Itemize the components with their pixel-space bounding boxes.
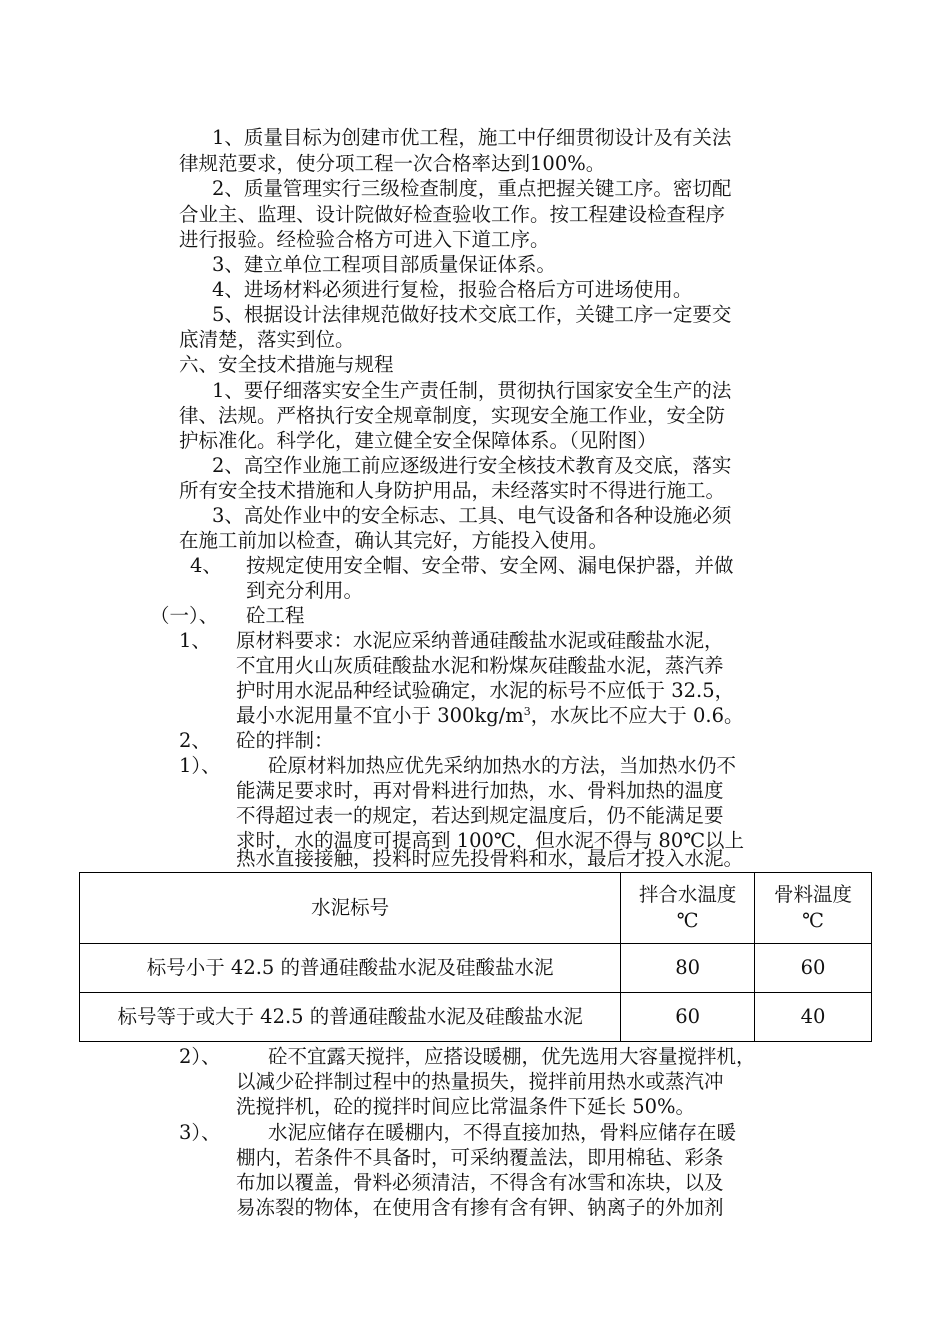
para-line: 以减少砼拌制过程中的热量损失，搅拌前用热水或蒸汽冲 [236, 1070, 724, 1093]
para-line: 3、建立单位工程项目部质量保证体系。 [212, 253, 556, 276]
list-number: 2）、 [179, 1045, 221, 1068]
para-line: 律规范要求，使分项工程一次合格率达到100%。 [179, 152, 606, 175]
para-line: 2、质量管理实行三级检查制度，重点把握关键工序。密切配 [212, 177, 732, 200]
para-line: 求时，水的温度可提高到 100℃，但水泥不得与 80℃以上 [236, 829, 745, 852]
table-row [80, 993, 872, 1042]
para-line: 不得超过表一的规定，若达到规定温度后，仍不能满足要 [236, 804, 724, 827]
para-line: 到充分利用。 [246, 579, 364, 602]
para-line: 按规定使用安全帽、安全带、安全网、漏电保护器，并做 [246, 554, 734, 577]
para-line: 所有安全技术措施和人身防护用品，未经落实时不得进行施工。 [179, 479, 726, 502]
para-line: 护标准化。科学化，建立健全安全保障体系。（见附图） [179, 429, 657, 452]
cell-aggregate-temp: 40 [755, 993, 872, 1042]
para-line: 热水直接接触，投料时应先投骨料和水，最后才投入水泥。 [236, 847, 744, 870]
list-number: 4、 [190, 554, 222, 577]
cell-cement-grade: 标号等于或大于 42.5 的普通硅酸盐水泥及硅酸盐水泥 [80, 993, 621, 1042]
para-line [236, 703, 744, 729]
header-text: 骨料温度 [774, 883, 853, 906]
para-line: 砼原材料加热应优先采纳加热水的方法，当加热水仍不 [268, 754, 737, 777]
para-line: 合业主、监理、设计院做好检查验收工作。按工程建设检查程序 [179, 203, 726, 226]
para-line: 洗搅拌机，砼的搅拌时间应比常温条件下延长 50%。 [236, 1095, 696, 1118]
para-line: 1、质量目标为创建市优工程，施工中仔细贯彻设计及有关法 [212, 126, 732, 149]
para-line: 易冻裂的物体，在使用含有掺有含有钾、钠离子的外加剂 [236, 1196, 724, 1219]
para-line: 护时用水泥品种经试验确定，水泥的标号不应低于 32.5， [236, 679, 735, 702]
list-number: 1）、 [179, 754, 221, 777]
para-text: 最小水泥用量不宜小于 300kg/m [236, 704, 524, 727]
para-line: 1、要仔细落实安全生产责任制，贯彻执行国家安全生产的法 [212, 379, 732, 402]
para-line: 4、进场材料必须进行复检，报验合格后方可进场使用。 [212, 278, 693, 301]
superscript: 3 [523, 705, 531, 718]
header-unit: ℃ [802, 909, 824, 932]
para-line: 底清楚，落实到位。 [179, 328, 355, 351]
para-line: 不宜用火山灰质硅酸盐水泥和粉煤灰硅酸盐水泥，蒸汽养 [236, 654, 724, 677]
para-line: 原材料要求：水泥应采纳普通硅酸盐水泥或硅酸盐水泥， [236, 629, 724, 652]
para-text: ，水灰比不应大于 0.6。 [530, 704, 744, 727]
header-text: 拌合水温度 [638, 883, 737, 906]
para-line: 砼不宜露天搅拌，应搭设暖棚，优先选用大容量搅拌机， [268, 1045, 756, 1068]
header-aggregate-temp [755, 873, 872, 944]
para-line: 进行报验。经检验合格方可进入下道工序。 [179, 228, 550, 251]
para-line: 水泥应储存在暖棚内，不得直接加热，骨料应储存在暖 [268, 1121, 737, 1144]
cell-aggregate-temp: 60 [755, 944, 872, 993]
para-line: 砼的拌制： [236, 729, 334, 752]
para-line: 3、高处作业中的安全标志、工具、电气设备和各种设施必须 [212, 504, 732, 527]
section-heading: 六、安全技术措施与规程 [179, 353, 394, 376]
list-number: 2、 [179, 729, 211, 752]
para-line: 布加以覆盖，骨料必须清洁，不得含有冰雪和冻块，以及 [236, 1171, 724, 1194]
para-line: 能满足要求时，再对骨料进行加热，水、骨料加热的温度 [236, 779, 724, 802]
list-number: 1、 [179, 629, 211, 652]
header-cement-grade: 水泥标号 [80, 873, 621, 944]
subsection-heading: 砼工程 [246, 604, 305, 627]
cell-water-temp: 60 [621, 993, 755, 1042]
cell-cement-grade: 标号小于 42.5 的普通硅酸盐水泥及硅酸盐水泥 [80, 944, 621, 993]
para-line: 律、法规。严格执行安全规章制度，实现安全施工作业，安全防 [179, 404, 726, 427]
subsection-number: （一）、 [150, 604, 219, 627]
header-unit: ℃ [676, 909, 699, 932]
para-line: 在施工前加以检查，确认其完好，方能投入使用。 [179, 529, 609, 552]
table-header-row [80, 873, 872, 944]
temperature-table [79, 872, 872, 1042]
para-line: 2、高空作业施工前应逐级进行安全核技术教育及交底，落实 [212, 454, 732, 477]
header-water-temp [621, 873, 755, 944]
para-line: 棚内，若条件不具备时，可采纳覆盖法，即用棉毡、彩条 [236, 1146, 724, 1169]
cell-water-temp: 80 [621, 944, 755, 993]
para-line: 5、根据设计法律规范做好技术交底工作，关键工序一定要交 [212, 303, 732, 326]
list-number: 3）、 [179, 1121, 221, 1144]
table-row [80, 944, 872, 993]
